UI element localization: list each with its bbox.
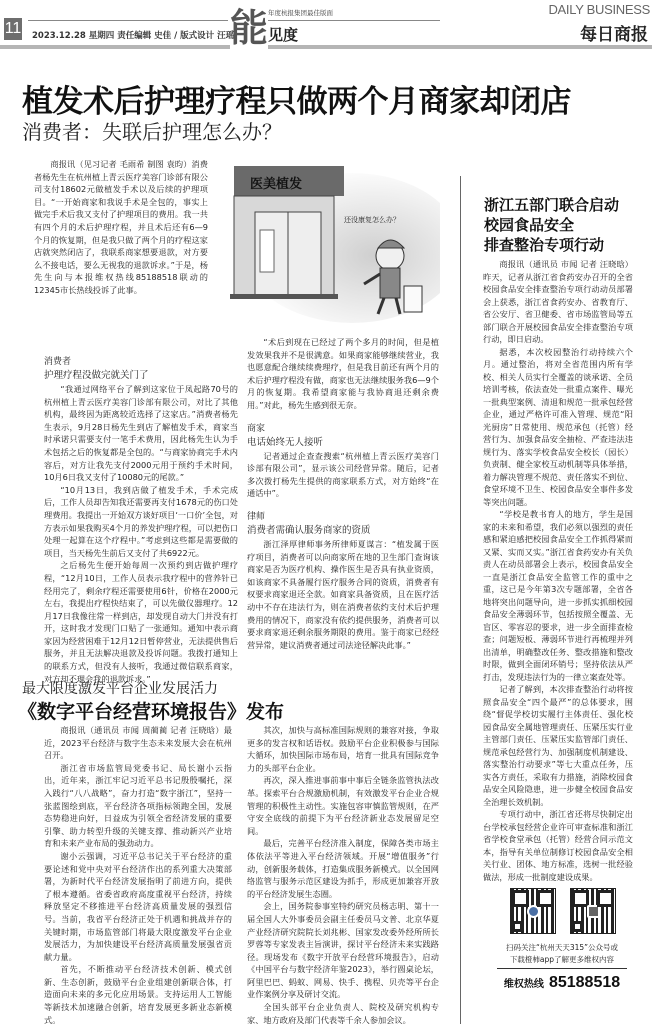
hotline (497, 972, 627, 992)
header-bar-left (0, 45, 230, 49)
headline-line: 排查整治专项行动 (484, 236, 605, 254)
paragraph: 浙江泽厚律师事务所律师夏谋言：“植发属于医疗项目，消费者可以向商家所在地的卫生部门查询该商家是否为医疗机构、操作医生是否具有执业资质，如该商家不具备履行医疗服务合同的资质，消费者有权要求商家退还全款。如商家具备资质，且在医疗活动中不存在违法行为，则在消费者依约支付术后护理费用的情况下，商家没有依约提供服务，消费者可以要求商家退还剩余服务期限的费用。鉴于商家已经经营异常，建议消费者通过司法途径解决此事。” (247, 538, 439, 650)
section-kicker: 律师 (247, 511, 266, 522)
paragraph: 首先，不断推动平台经济技术创新、模式创新、生态创新，鼓励平台企业组建创新联合体，打造面向未来的多元化应用场景。支持运用人工智能等新技术加速融合创新，培育发展更多新业态新模式。 (44, 964, 232, 1024)
paragraph: 记者通过企查查搜索“杭州植上青云医疗美容门诊部有限公司”，显示该公司经营异常。随后，记者多次拨打杨先生提供的商家联系方式，对方始终“在通话中”。 (247, 450, 439, 499)
article1-column-left (44, 349, 238, 685)
article2-headline: 《数字平台经营环境报告》发布 (18, 701, 285, 723)
section-kicker: 商家 (247, 423, 266, 434)
paragraph: 浙江省市场监管局党委书记、局长谢小云指出，近年来，浙江牢记习近平总书记殷殷嘱托，深入践行“八八战略”，奋力打造“数字浙江”，坚持一张蓝图绘到底，平台经济各项指标领跑全国，发展态势稳进向好，日益成为引领全省经济发展的重要引擎、助力转型升级的关键支撑、推动新兴产业培育和未来产业布局的强劲动力。 (44, 762, 232, 849)
paragraph: 之后杨先生便开始每周一次预约到店做护理疗程，“12月10日，工作人员表示我疗程中的营养针已经用完了，剩余疗程还需要使用6针，价格在2000元左右，我提出疗程快结束了，可以先做仪器理疗。12月17日我像往常一样到店，却发现自动大门并没有打开，这时我才发现门口贴了一张通知。通知中表示商家因为经营困难于12月12日暂停营业，无法提供售后服务，并且无法解决退款及投诉问题。我拨打通知上的联系方式，但没有人接听，我通过微信联系商家，对方却不理会我的退款诉求。” (44, 560, 238, 684)
clinic-sign: 医美植发 (250, 177, 303, 192)
clinic-closed-illustration (212, 148, 440, 323)
paragraph: 商报讯（通讯员 市闻 周蔺蔺 记者 汪晓晗）最近，2023平台经济与数字生态未来发展大会在杭州召开。 (44, 725, 232, 761)
sidebar-headline (484, 195, 619, 255)
qr-caption (497, 942, 627, 966)
speech-bubble: 还没康复怎么办？ (344, 216, 400, 224)
section-heading: 消费者需确认服务商家的资质 (247, 524, 371, 536)
article1-headline: 植发术后护理疗程只做两个月商家却闭店 (22, 84, 571, 120)
header-tagline: 年度杭报集团最佳版面 (268, 9, 333, 17)
section-name: 见度 (268, 26, 299, 44)
paragraph: 商报讯（通讯员 市闻 记者 汪晓晗）昨天，记者从浙江省食药安办召开的全省校园食品安全排查整治专项行动动员部署会上获悉，浙江省食药安办、省教育厅、省公安厅、省卫健委、省市场监管局等五部门联合开展校园食品安全排查整治专项行动，即日启动。 (483, 259, 633, 344)
article1-subhead: 消费者：失联后护理怎么办？ (22, 120, 282, 144)
date-editor-line: 2023.12.28 星期四 责任编辑 史佳 / 版式设计 汪瑶 (32, 31, 235, 41)
sidebar-body (483, 258, 633, 883)
section-logo-char: 能 (230, 5, 269, 50)
article2-column-left (44, 724, 232, 1024)
paragraph: “学校是教书育人的地方，学生是国家的未来和希望，我们必须以强烈的责任感和紧迫感把校园食品安全工作抓得紧而又紧、实而又实。”浙江省食药安办有关负责人在动员部署会上表示，校园食品安全一直是浙江食品安全监管工作的重中之重，这已是今年第3次专题部署，全省各地将突出问题导向，进一步抓实抓细校园食品安全薄弱环节，包括按照全覆盖、无盲区、零容忍的要求，进一步全面排查检查；问题短板、薄弱环节进行再梳理并列出清单，明确整改任务、整改措施和整改时限，做到全面闭环销号；坚持依法从严打击，发现违法行为的一律立案查处等。 (483, 509, 633, 682)
header-rule-mid (268, 20, 440, 21)
qr-promo (497, 888, 627, 992)
brand-english: DAILY BUSINESS (548, 2, 650, 17)
section-heading: 护理疗程没做完就关门了 (44, 370, 149, 381)
brand-chinese: 每日商报 (580, 25, 648, 45)
article1-column-right (247, 336, 439, 651)
paragraph: 专项行动中，浙江省还将尽快制定出台学校承包经营企业许可审查标准和浙江省学校食堂承包（托管）经营合同示范文本，指导有关单位制修订校园食品安全相关行业、团体、地方标准，选树一批经验做法，形成一批制度建设成果。 (483, 809, 633, 882)
illustration (212, 148, 440, 323)
hotline-number: 85188518 (548, 974, 621, 991)
qr-caption-line: 下载橙柿app了解更多维权内容 (509, 955, 615, 964)
page-number: 11 (4, 18, 22, 40)
article2-kicker: 最大限度激发平台企业发展活力 (22, 681, 218, 697)
headline-line: 浙江五部门联合启动 (484, 196, 620, 214)
paragraph: 据悉，本次校园整治行动持续六个月。通过整治，将对全省范围内所有学校、相关人员实行全覆盖的谈承诺、全员培训考核，依法查处一批重点案件、曝光一批典型案例、清退和规范一批承包经营企业，通过严格许可准入管理、规范“阳光厨房”日常使用、规范承包（托管）经营行为、加强食品安全抽检、严查违法违规行为、落实学校食品安全校长（园长）负责制、健全家校互动机制等具体举措，着力解决管理不规范、责任落实不到位、食堂环境不卫生、校园食品安全事件多发等突出问题。 (483, 346, 633, 507)
article2-column-right (247, 724, 439, 1024)
paragraph: 其次，加快与高标准国际规则的兼容对接，争取更多的发言权和话语权。鼓励平台企业积极参与国际大循环，加快国际市场布局，培育一批具有国际竞争力的头部平台企业。 (247, 725, 439, 773)
column-divider (460, 176, 461, 1024)
paragraph: “10月13日，我到店做了植发手术，手术完成后，工作人员却告知我还需要再支付1678元的伤口处理费用。我提出一开始双方谈好项目‘一口价’全包，对方表示如果我购买4个月的养发护理疗程，可以把伤口处理一起算在这个疗程中。”考虑到这些都是需要做的项目，当天杨先生前后又支付了共6922元。 (44, 484, 238, 558)
qr-code-wechat[interactable] (510, 888, 556, 934)
paragraph: 再次，深入推进事前事中事后全链条监管执法改革。探索平台合规激励机制，有效激发平台企业合规管理的积极性主动性。实施包容审慎监管规则，在严守安全底线的前提下为平台经济新业态发展留足空间。 (247, 775, 439, 836)
section-heading: 电话始终无人接听 (247, 436, 324, 448)
section-kicker: 消费者 (44, 357, 72, 367)
lead-paragraph: 商报讯（见习记者 毛雨希 制图 袁昀）消费者杨先生在杭州植上青云医疗美容门诊部有限公司支付18602元做植发手术以及后续的护理项目。“一开始商家和我说手术是全包的，事实上做完手术后我又支付了护理项目的费用。我一共有四个月的术后护理疗程，并且术后还有6—9个月的恢复期，但是我只做了两个月的疗程这家店就突然闭店了，我联系商家想要退款，对方要么不接电话，要么无视我的退款诉求。”于是，杨先生向与本报维权热线85188518联动的12345市长热线投诉了此事。 (34, 159, 208, 295)
paragraph: 谢小云强调，习近平总书记关于平台经济的重要论述和党中央对平台经济作出的系列重大决策部署，为新时代平台经济发展指明了前进方向，提供了根本遵循。省委省政府高度重视平台经济，持续释放坚定不移推进平台经济高质量发展的强烈信号。当前，我省平台经济正处于机遇和挑战并存的关键时期，市场监管部门将最大限度激发平台企业发展活力，为加快建设平台经济高质量发展强省贡献力量。 (44, 850, 232, 962)
paragraph: “术后到现在已经过了两个多月的时间，但是植发效果我并不是很满意。如果商家能够继续营业，我也愿意配合继续续费理疗，但是我目前还有两个月的术后护理疗程没有做，商家也无法继续服务我6—9个月的恢复期。我希望商家能与我协商退还剩余费用。”对此，杨先生感到很无奈。 (247, 337, 439, 410)
hotline-rule (497, 968, 627, 969)
paragraph: 最后，完善平台经济准入制度，保障各类市场主体依法平等进入平台经济领域。开展“增值服务”行动，创新服务载体，打造集成服务新模式。以全国网络监管与服务示范区建设为抓手，形成更加兼容开放的平台经济发展生态圈。 (247, 838, 439, 899)
paragraph: 记者了解到，本次排查整治行动将按照食品安全“四个最严”的总体要求，围绕“督促学校切实履行主体责任、强化校园食品安全属地管理责任、压紧压实行业主管部门责任、压紧压实监管部门责任、规范承包经营行为、加强制度机制建设、落实整治行动要求”等七大重点任务，压实各方责任，采取有力措施，消除校园食品安全风险隐患，进一步健全校园食品安全治理长效机制。 (483, 684, 633, 807)
qr-code-app[interactable] (570, 888, 616, 934)
headline-line: 校园食品安全 (484, 216, 575, 234)
header-bar-right (268, 45, 652, 49)
paragraph: 会上，国务院参事室特约研究员杨志明、第十一届全国人大外事委员会副主任委员马文普、北京华夏产业经济研究院院长刘兆彬、国家发改委外经所所长罗蓉等专家发表主旨演讲，探讨平台经济未来实践路径。现场发布《数字开放平台经营环境报告》，启动《中国平台与数字经济年鉴2023》，举行圆桌论坛，阿里巴巴、蚂蚁、网易、快手、携程、贝壳等平台企业作案例分享及研讨交流。 (247, 901, 439, 1000)
paragraph: “我通过网络平台了解到这家位于凤起路70号的杭州植上青云医疗美容门诊部有限公司，对比了其他机构，最终因为距离较近选择了这家店。”消费者杨先生表示，9月28日杨先生到店了解植发手术，商家当时承诺只需要支付一笔手术费用，因此杨先生认为手术包括之后的恢复都是全包的。“与商家协商完手术内容后，对方让我先支付2000元用于预约手术时间，10月6日我又支付了10080元的尾款。” (44, 384, 238, 483)
article1-lead (34, 158, 208, 297)
header-rule (28, 20, 228, 21)
paragraph: 全国头部平台企业负责人、院校及研究机构专家、地方政府及部门代表等千余人参加会议。 (247, 1002, 439, 1024)
hotline-label: 维权热线 (503, 979, 544, 990)
qr-caption-line: 扫码关注“杭州天天315”公众号或 (505, 943, 619, 952)
